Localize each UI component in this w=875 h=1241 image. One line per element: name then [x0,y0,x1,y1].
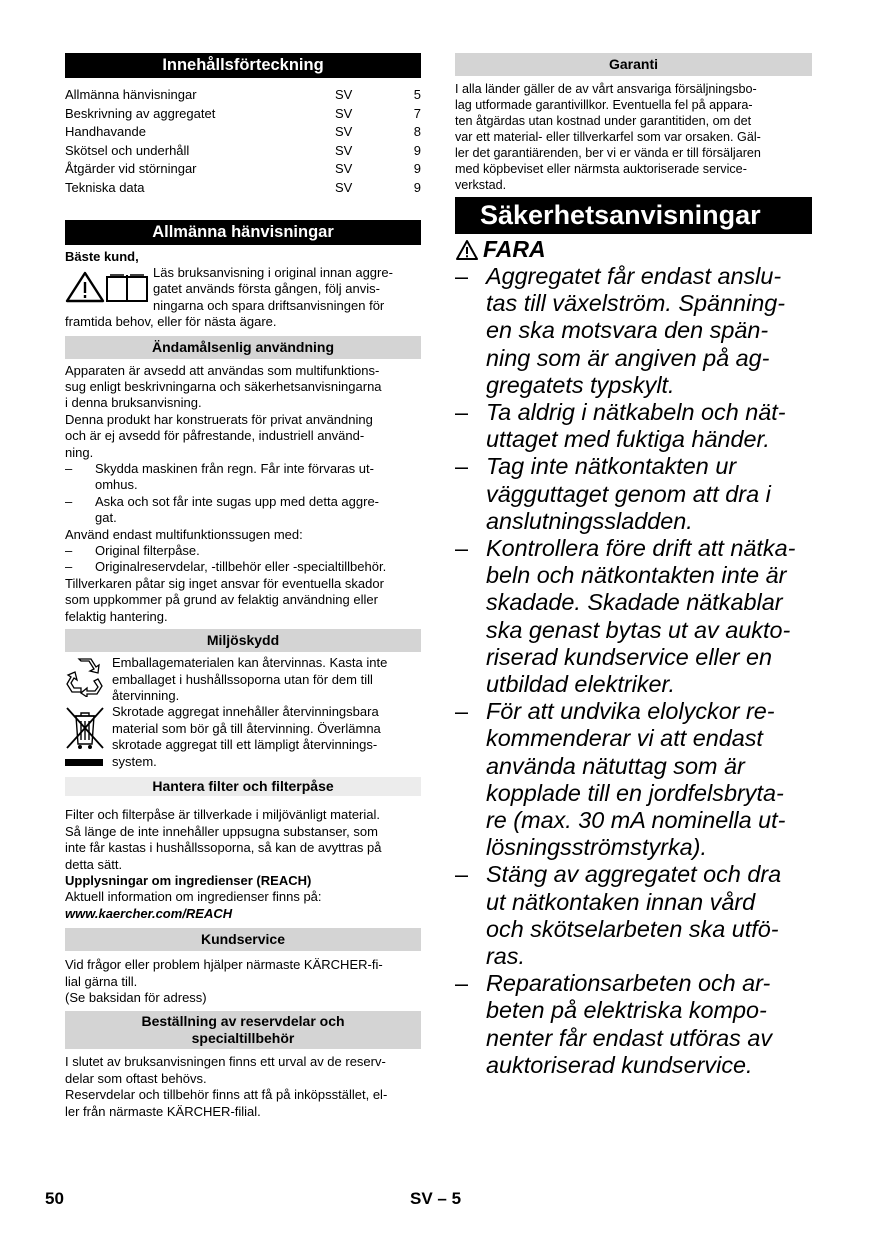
order-text: ler från närmaste KÄRCHER-filial. [65,1103,261,1119]
filter-text: detta sätt. [65,856,123,872]
page-number: 50 [45,1189,64,1208]
safety-line: ras. [486,943,525,970]
safety-item [455,535,812,698]
toc-row[interactable] [65,160,421,179]
usage-text: Apparaten är avsedd att användas som multifunktions- [65,362,380,378]
usage-text: Tillverkaren påtar sig inget ansvar för eventuella skador [65,575,384,591]
safety-line: auktoriserad kundservice. [486,1051,753,1078]
list-text: Aska och sot får inte sugas upp med detta aggre- [95,493,380,509]
toc-heading: Innehållsförteckning [65,53,421,78]
weee-text: Skrotade aggregat innehåller återvinningsbara [112,704,379,720]
safety-item [455,861,812,970]
list-item [65,559,421,575]
toc-row[interactable] [65,123,421,142]
warranty-text: verkstad. [455,178,507,192]
safety-line: ut nätkontaken innan vård [486,888,756,915]
safety-dash: – [455,698,469,725]
toc-entry-page: 9 [413,161,421,177]
footer-sep: – [437,1189,447,1208]
safety-line: beten på elektriska kompo- [486,997,767,1024]
safety-line: beln och nätkontakten inte är [486,562,787,589]
filter-text: Filter och filterpåse är tillverkade i miljövänligt material. [65,807,381,823]
intro-line: gatet används första gången, följ anvis- [153,281,380,297]
filter-text: Så länge de inte innehåller uppsugna substanser, som [65,823,378,839]
safety-line: vägguttaget genom att dra i [486,480,771,507]
weee-text: skrotade aggregat till ett lämpligt återvinnings- [112,737,378,753]
toc-entry-lang: SV [335,105,353,121]
safety-line: använda nätuttag som är [486,752,745,779]
reach-link[interactable]: www.kaercher.com/REACH [65,905,233,921]
footer-section-page: 5 [451,1189,462,1208]
usage-text: i denna bruksanvisning. [65,395,202,411]
warning-manual-icon [65,265,153,308]
usage-text: felaktig hantering. [65,608,168,624]
warranty-text: lag utformade garantivillkor. Eventuella fel på appara- [455,98,753,112]
service-heading: Kundservice [65,928,421,951]
safety-line: re (max. 30 mA nominella ut- [486,807,786,834]
list-text: Originalreservdelar, -tillbehör eller -specialtillbehör. [95,559,387,575]
danger-label [455,236,812,263]
list-text: omhus. [95,477,138,493]
usage-text: ning. [65,444,94,460]
recycling-notice [65,655,421,704]
warranty-heading: Garanti [455,53,812,76]
recycle-icon [65,655,112,702]
safety-line: ska genast bytas ut av aukto- [486,616,791,643]
safety-line: uttaget med fuktiga händer. [486,426,770,453]
recycle-text: återvinning. [112,687,180,703]
list-dash: – [65,461,73,477]
safety-line: För att undvika elolyckor re- [486,698,775,725]
safety-line: Stäng av aggregatet och dra [486,861,782,888]
order-heading-line: specialtillbehör [191,1030,295,1047]
filter-text: inte får kastas i hushållssoporna, så kan de avyttras på [65,840,382,856]
safety-dash: – [455,399,469,426]
service-text: lial gärna till. [65,973,138,989]
toc-entry-page: 9 [413,142,421,158]
order-text: delar som oftast behövs. [65,1070,207,1086]
safety-line: gregatets typskylt. [486,371,675,398]
toc-row[interactable] [65,105,421,124]
safety-line: Aggregatet får endast anslu- [486,263,782,289]
list-text: Skydda maskinen från regn. Får inte förvaras ut- [95,461,374,477]
weee-text: system. [112,753,157,769]
toc-entry-lang: SV [335,87,353,102]
safety-item [455,970,812,1079]
list-dash: – [65,543,73,559]
toc-entry-title: Åtgärder vid störningar [65,161,197,177]
toc-list [65,86,421,198]
usage-text: och är ej avsedd för påfrestande, industriell använd- [65,428,365,444]
safety-item [455,263,812,399]
safety-line: en ska motsvara den spän- [486,317,769,344]
safety-dash: – [455,970,469,997]
toc-entry-title: Tekniska data [65,179,145,195]
filter-heading: Hantera filter och filterpåse [65,777,421,796]
order-heading-line: Beställning av reservdelar och [141,1013,345,1030]
warranty-text: ler det garantiärenden, ber vi er vända er till försäljaren [455,146,761,160]
intro-line: ningarna och spara driftsanvisningen för [153,297,385,313]
toc-entry-title: Allmänna hänvisningar [65,87,197,102]
safety-line: riserad kundservice eller en [486,643,773,670]
service-text: Vid frågor eller problem hjälper närmaste KÄRCHER-fi- [65,957,383,973]
safety-line: anslutningssladden. [486,507,693,534]
safety-line: nenter får endast utföras av [486,1024,773,1051]
recycle-text: emballaget i hushållssoporna utan för dem till [112,671,373,687]
list-item [65,494,421,527]
order-text: Reservdelar och tillbehör finns att få på inköpsstället, el- [65,1087,388,1103]
toc-entry-title: Skötsel och underhåll [65,142,190,158]
toc-row[interactable] [65,179,421,198]
safety-line: kommenderar vi att endast [486,725,763,752]
safety-line: Ta aldrig i nätkabeln och nät- [486,399,786,426]
list-item [65,543,421,559]
environment-heading: Miljöskydd [65,629,421,652]
toc-entry-lang: SV [335,142,353,158]
warranty-text: var ett material- eller tillverkarfel som var orsaken. Gäl- [455,130,761,144]
warranty-text: ten åtgärdas utan kostnad under garantitiden, om det [455,114,752,128]
usage-text: sug enligt beskrivningarna och säkerhetsanvisningarna [65,379,382,394]
usage-text: Använd endast multifunktionssugen med: [65,526,303,542]
safety-dash: – [455,861,469,888]
toc-entry-page: 5 [413,87,421,102]
right-column [455,53,812,1079]
general-heading: Allmänna hänvisningar [65,220,421,245]
safety-line: Reparationsarbeten och ar- [486,970,771,997]
service-text: (Se baksidan för adress) [65,989,207,1005]
list-dash: – [65,493,73,509]
safety-line: och skötselarbeten ska utfö- [486,915,779,942]
usage-text: Denna produkt har konstruerats för privat användning [65,411,373,427]
safety-dash: – [455,535,469,562]
danger-text: FARA [483,236,546,262]
footer-section [410,1189,461,1209]
safety-line: Tag inte nätkontakten ur [486,453,737,480]
reach-heading: Upplysningar om ingredienser (REACH) [65,872,312,888]
safety-item [455,453,812,535]
recycle-text: Emballagematerialen kan återvinnas. Kasta inte [112,655,388,671]
list-dash: – [65,559,73,575]
toc-entry-title: Handhavande [65,124,146,140]
toc-entry-lang: SV [335,179,353,195]
usage-heading: Ändamålsenlig användning [65,336,421,359]
list-text: Original filterpåse. [95,543,200,559]
safety-line: kopplade till en jordfelsbryta- [486,779,784,806]
order-heading [65,1011,421,1049]
usage-text: som uppkommer på grund av felaktig användning eller [65,592,378,608]
toc-entry-page: 7 [413,105,421,121]
list-text: gat. [95,510,117,526]
toc-row[interactable] [65,142,421,161]
intro-line: framtida behov, eller för nästa ägare. [65,314,277,330]
danger-warning-icon [455,239,479,261]
left-column [65,53,421,1120]
toc-entry-page: 8 [413,124,421,140]
weee-text: material som bör gå till återvinning. Överlämna [112,720,381,736]
toc-entry-page: 9 [413,179,421,195]
warranty-text: med köpbeviset eller närmsta auktoriserade service- [455,162,747,176]
safety-line: utbildad elektriker. [486,671,675,698]
weee-notice [65,704,421,773]
intro-line: Läs bruksanvisning i original innan aggre- [153,264,393,280]
safety-line: skadade. Skadade nätkablar [486,589,783,616]
salutation: Bäste kund, [65,248,139,264]
safety-item [455,698,812,861]
list-item [65,461,421,494]
footer-lang: SV [410,1189,433,1208]
safety-line: lösningsströmstyrka). [486,834,707,861]
safety-line: ning som är angiven på ag- [486,344,770,371]
toc-entry-lang: SV [335,161,353,177]
safety-dash: – [455,453,469,480]
read-manual-notice [65,265,421,314]
safety-line: tas till växelström. Spänning- [486,290,786,317]
warranty-text: I alla länder gäller de av vårt ansvariga försäljningsbo- [455,82,757,96]
order-text: I slutet av bruksanvisningen finns ett urval av de reserv- [65,1054,386,1070]
safety-dash: – [455,263,469,289]
safety-line: Kontrollera före drift att nätka- [486,535,796,562]
toc-entry-lang: SV [335,124,353,140]
toc-row[interactable] [65,86,421,105]
safety-item [455,399,812,453]
reach-text: Aktuell information om ingredienser finns på: [65,889,322,905]
crossed-bin-icon [65,704,112,773]
safety-heading: Säkerhetsanvisningar [455,197,812,234]
toc-entry-title: Beskrivning av aggregatet [65,105,216,121]
